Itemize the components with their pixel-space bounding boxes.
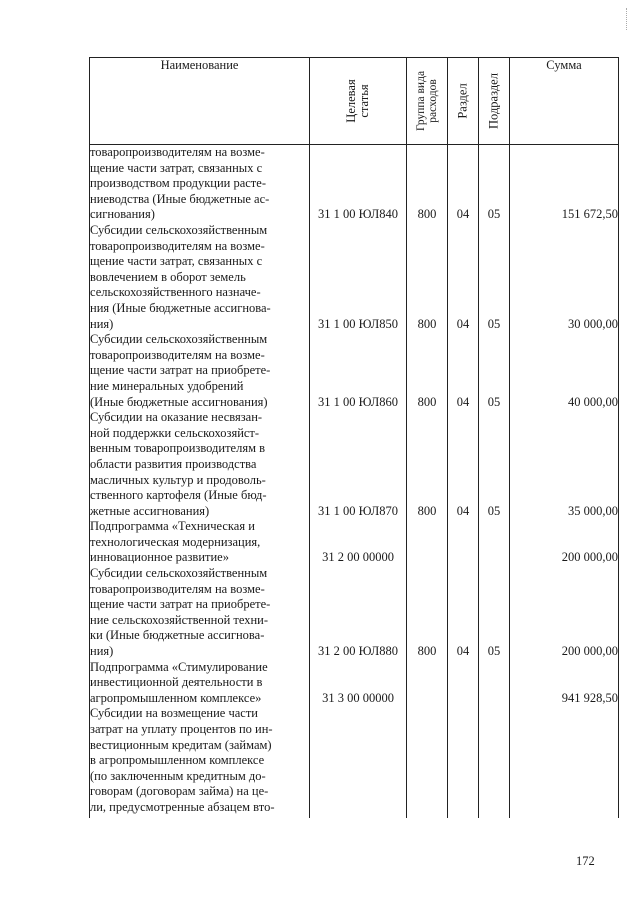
row-section (448, 660, 479, 707)
row-code: 31 1 00 ЮЛ840 (310, 145, 407, 224)
row-subsection: 05 (479, 410, 510, 519)
row-group (407, 519, 448, 566)
header-target-article: Целевая статья (310, 58, 407, 145)
row-code: 31 3 00 00000 (310, 660, 407, 707)
row-name: Субсидии сельскохозяйственным товаропроизводителям на возме- щение части затрат на приобрете- ние минеральных удобрений (Иные бюджетные ассигнования) (90, 332, 310, 410)
row-sum: 40 000,00 (510, 332, 619, 410)
row-group: 800 (407, 223, 448, 332)
row-subsection (479, 519, 510, 566)
row-sum (510, 706, 619, 818)
row-section: 04 (448, 223, 479, 332)
row-name: Субсидии на возмещение части затрат на уплату процентов по ин- вестиционным кредитам (займам) в агропромышленном комплексе (по заключенным кредитным до- говорам (договорам займа) на це- ли, предусмотренные абзацем вто- (90, 706, 310, 818)
header-subsection: Подраздел (479, 58, 510, 145)
row-name: Субсидии сельскохозяйственным товаропроизводителям на возме- щение части затрат на приобрете- ние сельскохозяйственной техни- ки (Иные бюджетные ассигнова- ния) (90, 566, 310, 660)
row-code: 31 1 00 ЮЛ870 (310, 410, 407, 519)
row-subsection: 05 (479, 566, 510, 660)
row-name: Подпрограмма «Стимулирование инвестиционной деятельности в агропромышленном комплексе» (90, 660, 310, 707)
row-subsection (479, 660, 510, 707)
row-sum: 151 672,50 (510, 145, 619, 224)
row-subsection: 05 (479, 145, 510, 224)
row-subsection: 05 (479, 332, 510, 410)
row-subsection: 05 (479, 223, 510, 332)
row-section (448, 706, 479, 818)
row-group: 800 (407, 410, 448, 519)
header-name: Наименование (90, 58, 310, 145)
header-sum: Сумма (510, 58, 619, 145)
table-row (90, 223, 619, 332)
row-section: 04 (448, 410, 479, 519)
row-code: 31 1 00 ЮЛ850 (310, 223, 407, 332)
header-expense-group: Группа вида расходов (407, 58, 448, 145)
row-group: 800 (407, 566, 448, 660)
row-sum: 35 000,00 (510, 410, 619, 519)
table-row (90, 660, 619, 707)
row-group (407, 660, 448, 707)
scan-artifact (626, 8, 631, 30)
table-header-row (90, 58, 619, 145)
row-group: 800 (407, 145, 448, 224)
table-row (90, 519, 619, 566)
row-name: Субсидии сельскохозяйственным товаропроизводителям на возме- щение части затрат, связанных с вовлечением в оборот земель сельскохозяйственного назначе- ния (Иные бюджетные ассигнова- ния) (90, 223, 310, 332)
row-group (407, 706, 448, 818)
row-section (448, 519, 479, 566)
row-section: 04 (448, 145, 479, 224)
row-sum: 30 000,00 (510, 223, 619, 332)
row-group: 800 (407, 332, 448, 410)
row-code (310, 706, 407, 818)
row-subsection (479, 706, 510, 818)
row-name: Субсидии на оказание несвязан- ной поддержки сельскохозяйст- венным товаропроизводителям в области развития производства масличных культур и продоволь- ственного картофеля (Иные бюд- жетные ассигнования) (90, 410, 310, 519)
table-row (90, 410, 619, 519)
row-sum: 200 000,00 (510, 566, 619, 660)
table-row (90, 332, 619, 410)
row-code: 31 2 00 00000 (310, 519, 407, 566)
page-number: 172 (576, 854, 595, 868)
row-code: 31 2 00 ЮЛ880 (310, 566, 407, 660)
row-sum: 200 000,00 (510, 519, 619, 566)
table-row (90, 566, 619, 660)
row-section: 04 (448, 332, 479, 410)
table-row (90, 706, 619, 818)
budget-table (89, 57, 619, 818)
header-section: Раздел (448, 58, 479, 145)
row-section: 04 (448, 566, 479, 660)
row-code: 31 1 00 ЮЛ860 (310, 332, 407, 410)
table-row (90, 145, 619, 224)
row-name: товаропроизводителям на возме- щение части затрат, связанных с производством продукции расте- ниеводства (Иные бюджетные ас- сигнования) (90, 145, 310, 224)
row-sum: 941 928,50 (510, 660, 619, 707)
row-name: Подпрограмма «Техническая и технологическая модернизация, инновационное развитие» (90, 519, 310, 566)
